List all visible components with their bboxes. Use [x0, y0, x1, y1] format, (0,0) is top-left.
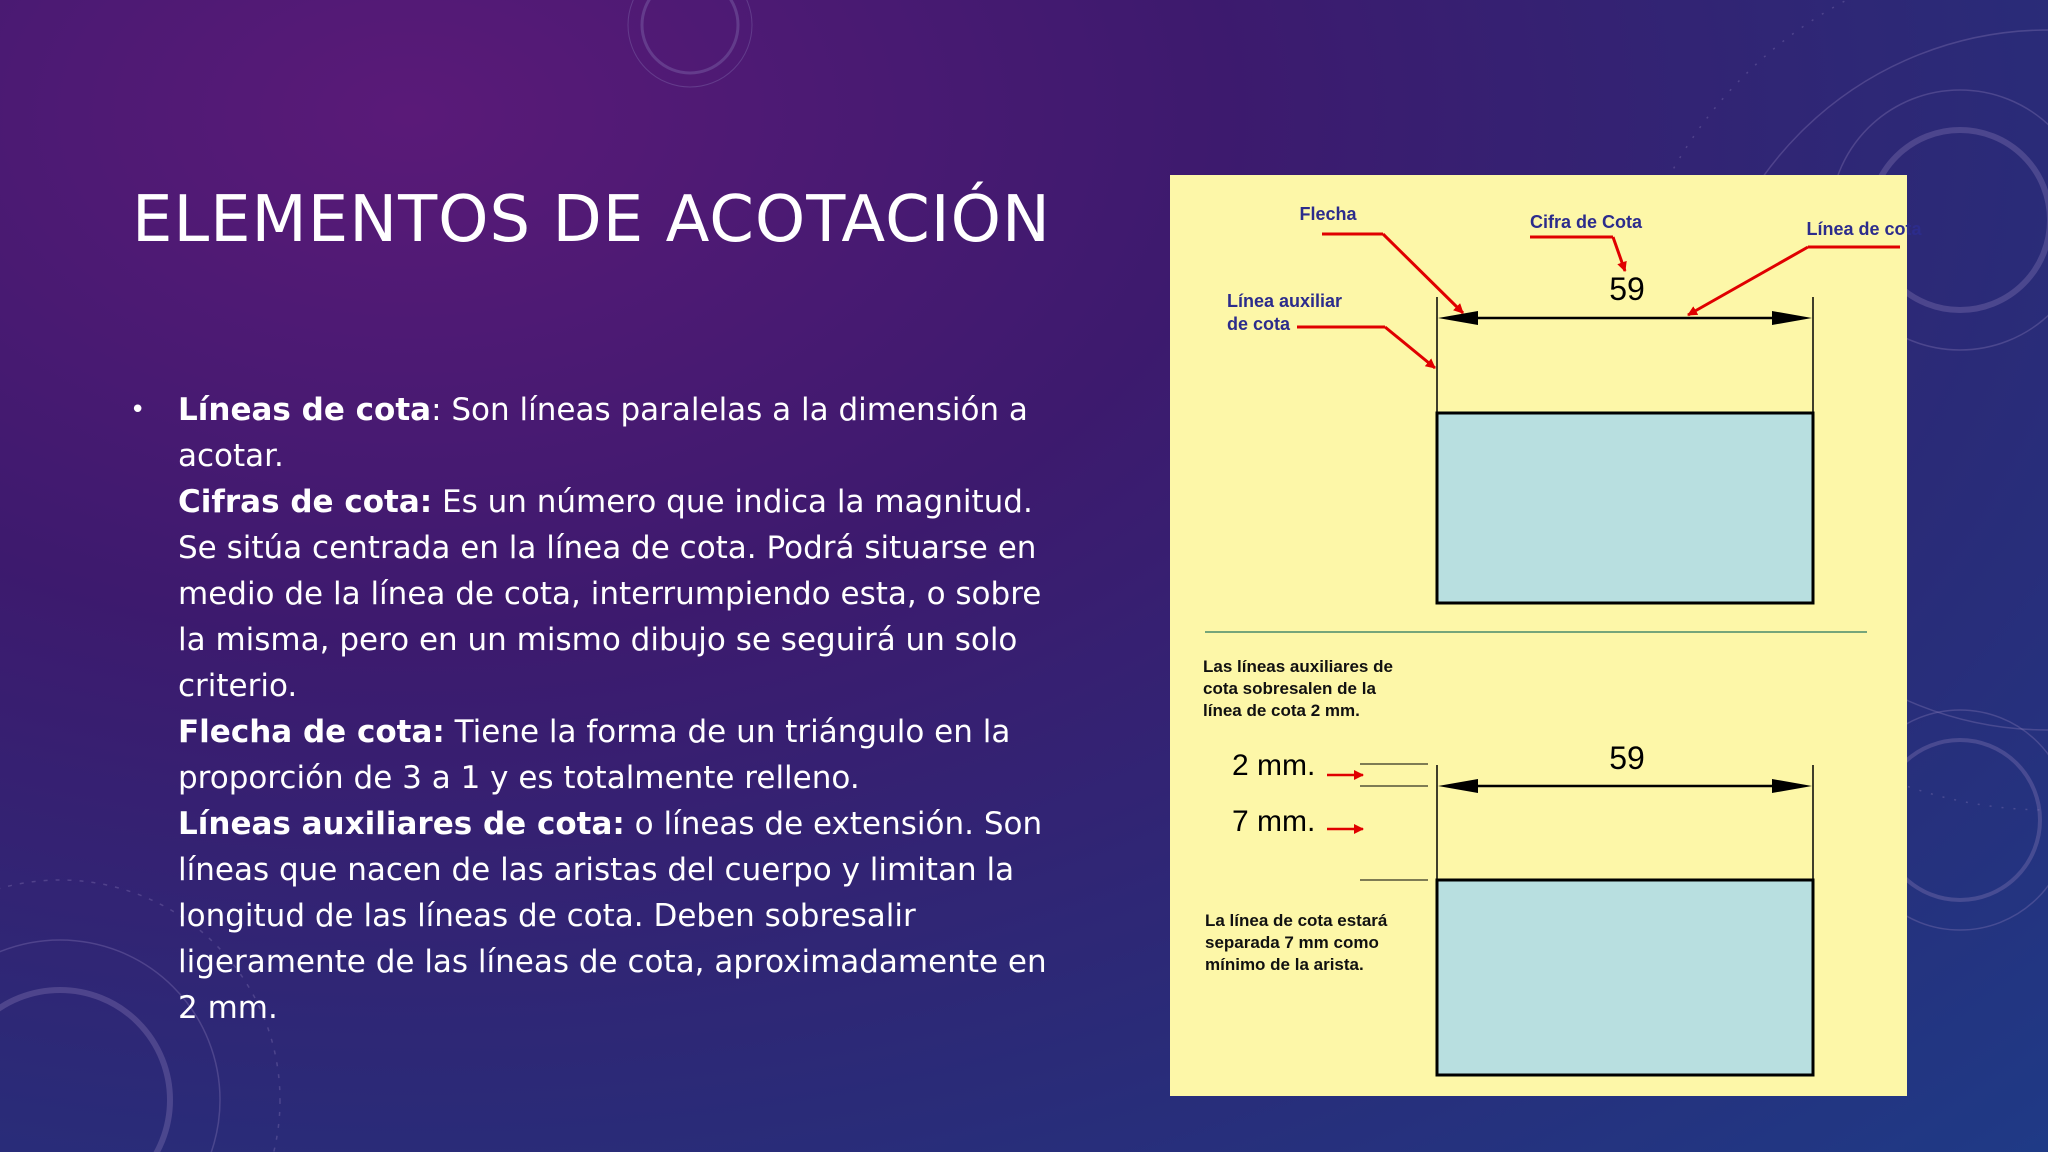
- label-cifra-de-cota: Cifra de Cota: [1530, 212, 1643, 232]
- label-2mm: 2 mm.: [1232, 749, 1316, 782]
- diagram-svg: [1170, 175, 1922, 1096]
- note-bottom-2: separada 7 mm como: [1205, 933, 1379, 952]
- leader-linea-d: [1688, 247, 1808, 315]
- list-item: [130, 387, 1050, 1031]
- item-term: Líneas de cota: [178, 392, 432, 428]
- item-term: Líneas auxiliares de cota:: [178, 806, 625, 842]
- label-flecha: Flecha: [1299, 204, 1357, 224]
- label-7mm: 7 mm.: [1232, 805, 1316, 838]
- label-linea-de-cota: Línea de cota: [1806, 219, 1922, 239]
- item-text: Son líneas paralelas a la dimensión a acotar.: [178, 392, 1028, 474]
- note-top-3: línea de cota 2 mm.: [1203, 701, 1360, 720]
- note-bottom-3: mínimo de la arista.: [1205, 955, 1364, 974]
- part-rectangle-top: [1437, 413, 1813, 603]
- item-term: Flecha de cota:: [178, 714, 445, 750]
- label-linea-auxiliar-2: de cota: [1227, 314, 1291, 334]
- dimension-arrow-right-bottom: [1772, 779, 1812, 793]
- bullet-text: [178, 387, 1050, 1031]
- item-text: Es un número que indica la magnitud. Se sitúa centrada en la línea de cota. Podrá situarse en medio de la línea de cota, interrumpiendo esta, o sobre la misma, pero en un mismo dibujo se seguirá un solo criterio.: [178, 484, 1042, 704]
- item-term: Cifras de cota:: [178, 484, 433, 520]
- dimension-value-bottom: 59: [1609, 740, 1645, 776]
- bullet-list: [130, 387, 1050, 1031]
- part-rectangle-bottom: [1437, 880, 1813, 1075]
- item-text: Tiene la forma de un triángulo en la proporción de 3 a 1 y es totalmente relleno.: [178, 714, 1011, 796]
- note-top-2: cota sobresalen de la: [1203, 679, 1376, 698]
- leader-auxiliar-d: [1385, 327, 1435, 368]
- dimension-arrow-right-top: [1772, 311, 1812, 325]
- dimensioning-diagram: [1170, 175, 1922, 1096]
- dimension-value-top: 59: [1609, 271, 1645, 307]
- leader-flecha-d: [1383, 234, 1463, 313]
- leader-cifra-d: [1613, 237, 1625, 271]
- dimension-arrow-left-top: [1438, 311, 1478, 325]
- dimension-arrow-left-bottom: [1438, 779, 1478, 793]
- page-title: ELEMENTOS DE ACOTACIÓN: [132, 183, 1051, 257]
- bullet-icon: •: [130, 395, 146, 425]
- item-separator: :: [431, 392, 442, 428]
- note-bottom-1: La línea de cota estará: [1205, 911, 1388, 930]
- label-linea-auxiliar-1: Línea auxiliar: [1227, 291, 1343, 311]
- item-text: o líneas de extensión. Son líneas que nacen de las aristas del cuerpo y limitan la longitud de las líneas de cota. Deben sobresalir ligeramente de las líneas de cota, aproximadamente en 2 mm.: [178, 806, 1047, 1026]
- note-top-1: Las líneas auxiliares de: [1203, 657, 1393, 676]
